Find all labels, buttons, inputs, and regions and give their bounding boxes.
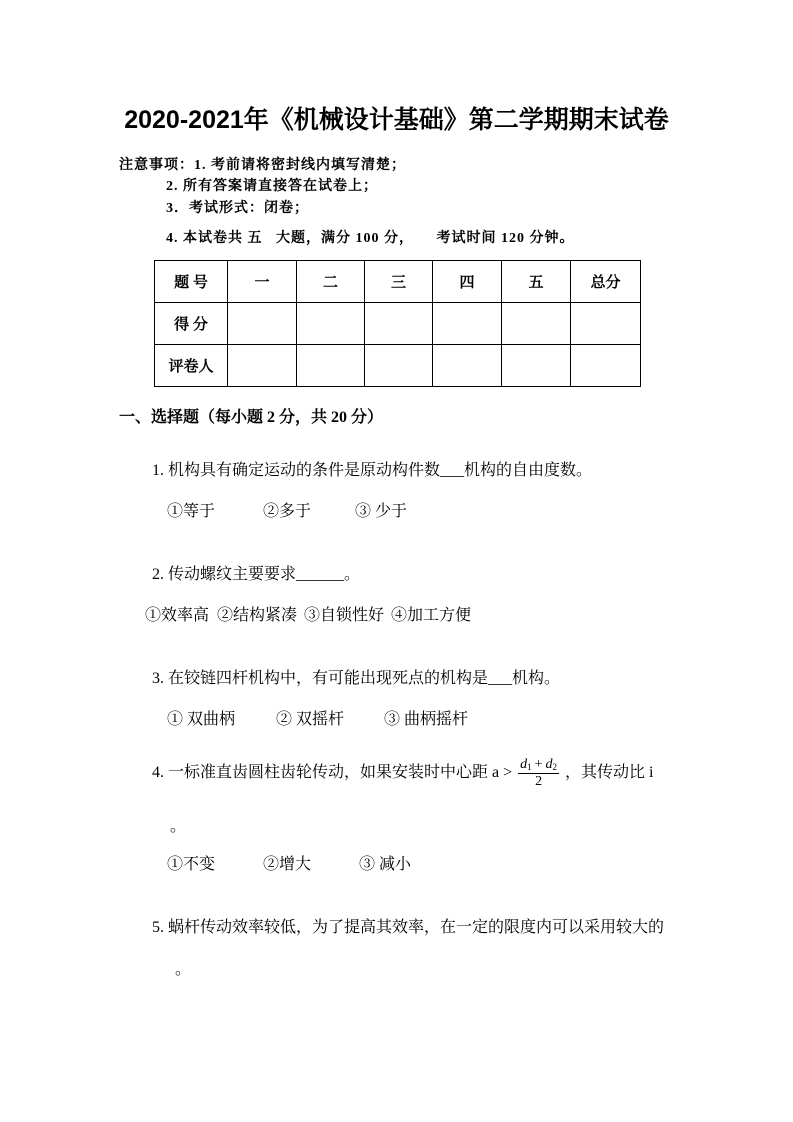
- note-line-1: [119, 157, 406, 175]
- question-4-options: [0, 855, 793, 875]
- numerator-sub-b: 2: [552, 761, 558, 772]
- grader-cell: [502, 345, 571, 387]
- section-1-heading: 一、选择题（每小题 2 分，共 20 分）: [119, 409, 384, 426]
- numerator-var-b: d: [545, 756, 553, 772]
- option: ①效率高: [145, 607, 210, 624]
- grader-cell: [433, 345, 502, 387]
- score-table-header-cell: 一: [228, 261, 297, 303]
- score-table-header-cell: 三: [365, 261, 433, 303]
- option: ③ 曲柄摇杆: [384, 711, 469, 728]
- score-table-header-cell: 四: [433, 261, 502, 303]
- score-row-label: 得 分: [155, 303, 228, 345]
- option: ① 双曲柄: [167, 711, 236, 728]
- option: ③ 减小: [359, 856, 412, 873]
- question-4-stem: [152, 756, 654, 790]
- option: ④加工方便: [391, 607, 472, 624]
- option: ② 双摇杆: [276, 711, 345, 728]
- score-row: [155, 303, 641, 345]
- option: ①等于: [167, 503, 216, 520]
- question-4-continuation: 。: [170, 818, 187, 835]
- question-1-options: [0, 502, 793, 522]
- score-table-header-cell: 二: [297, 261, 365, 303]
- score-cell: [297, 303, 365, 345]
- score-cell: [571, 303, 641, 345]
- note-item-3: 3．考试形式：闭卷；: [166, 201, 309, 216]
- center-distance-fraction: [518, 757, 559, 790]
- score-cell: [502, 303, 571, 345]
- numerator-sub-a: 1: [527, 761, 532, 772]
- grader-row-label: 评卷人: [155, 345, 228, 387]
- option: ②增大: [263, 856, 312, 873]
- note-item-1: 1. 考前请将密封线内填写清楚；: [194, 158, 406, 173]
- question-4-text-after: ，其传动比 i: [565, 764, 654, 781]
- score-table-header-cell: 五: [502, 261, 571, 303]
- grader-cell: [365, 345, 433, 387]
- question-3-stem: 3. 在铰链四杆机构中，有可能出现死点的机构是___机构。: [152, 670, 561, 687]
- score-cell: [365, 303, 433, 345]
- option: ③自锁性好: [304, 607, 385, 624]
- question-2-options: [0, 606, 793, 626]
- grader-cell: [571, 345, 641, 387]
- exam-title: 2020-2021年《机械设计基础》第二学期期末试卷: [124, 106, 669, 134]
- grader-cell: [228, 345, 297, 387]
- numerator-operator: +: [534, 756, 543, 772]
- question-1-stem: 1. 机构具有确定运动的条件是原动构件数___机构的自由度数。: [152, 462, 593, 479]
- fraction-denominator: 2: [535, 773, 543, 789]
- grader-row: [155, 345, 641, 387]
- question-5-continuation: 。: [175, 961, 192, 978]
- score-table-header-total: 总分: [571, 261, 641, 303]
- fraction-numerator: [518, 757, 559, 774]
- question-2-stem: 2. 传动螺纹主要要求______。: [152, 566, 361, 583]
- option: ①不变: [167, 856, 216, 873]
- option: ③ 少于: [355, 503, 408, 520]
- option: ②多于: [263, 503, 312, 520]
- score-table-header-row: [155, 261, 641, 303]
- grader-cell: [297, 345, 365, 387]
- score-cell: [433, 303, 502, 345]
- score-table: [154, 260, 641, 387]
- note-item-2: 2. 所有答案请直接答在试卷上；: [166, 179, 378, 194]
- notes-label: 注意事项：: [119, 158, 194, 173]
- numerator-var-a: d: [520, 756, 528, 772]
- question-4-text-before: 4. 一标准直齿圆柱齿轮传动，如果安装时中心距 a >: [152, 764, 513, 781]
- note-item-4: 4. 本试卷共 五 大题，满分 100 分， 考试时间 120 分钟。: [166, 231, 575, 246]
- question-5-stem: 5. 蜗杆传动效率较低，为了提高其效率，在一定的限度内可以采用较大的: [152, 919, 665, 936]
- score-table-header-label: 题 号: [155, 261, 228, 303]
- score-cell: [228, 303, 297, 345]
- question-3-options: [0, 710, 793, 730]
- option: ②结构紧凑: [217, 607, 298, 624]
